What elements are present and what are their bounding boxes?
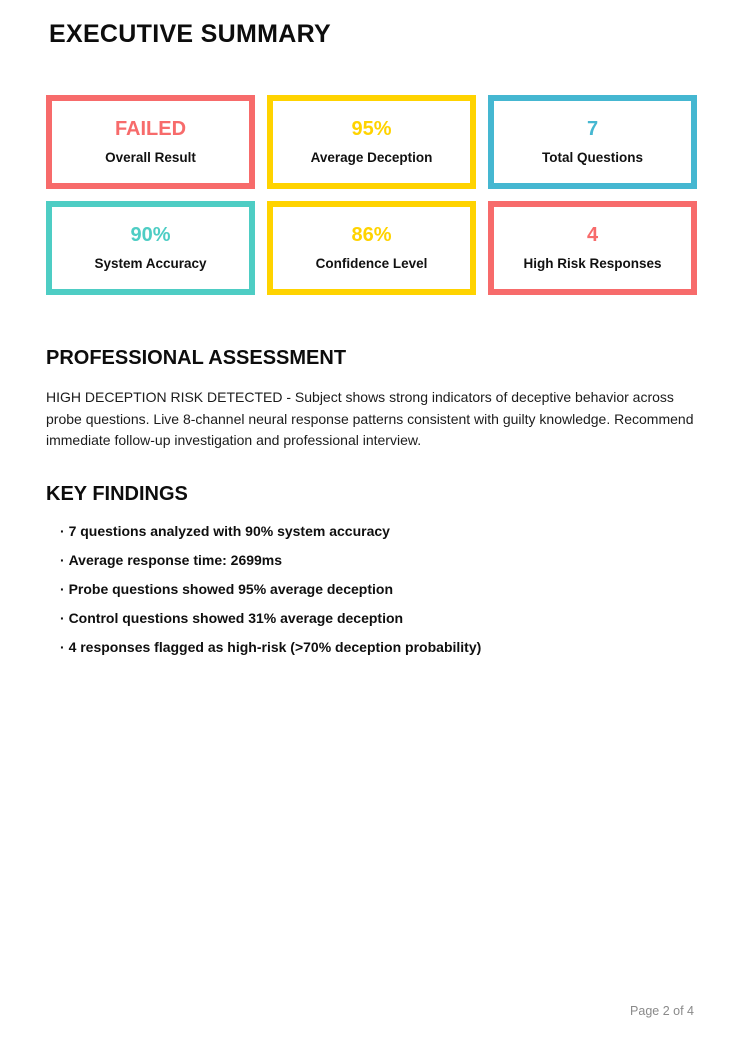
page-title: EXECUTIVE SUMMARY	[49, 20, 331, 48]
card-label: Total Questions	[541, 150, 643, 166]
key-findings-list	[46, 524, 697, 654]
summary-card	[488, 201, 697, 295]
page-number: Page 2 of 4	[630, 1004, 694, 1018]
card-label: Overall Result	[105, 150, 196, 166]
key-finding-item: · Control questions showed 31% average deception	[60, 611, 697, 625]
summary-card	[46, 95, 255, 189]
card-value: 4	[586, 224, 599, 247]
card-value: 86%	[351, 224, 392, 247]
summary-card	[267, 95, 476, 189]
key-findings-heading: KEY FINDINGS	[46, 482, 188, 505]
key-finding-item: · Probe questions showed 95% average deception	[60, 582, 697, 596]
card-label: System Accuracy	[94, 256, 207, 272]
key-finding-item: · 4 responses flagged as high-risk (>70% deception probability)	[60, 640, 697, 654]
summary-card	[488, 95, 697, 189]
key-findings-section	[46, 483, 697, 654]
professional-assessment-body: HIGH DECEPTION RISK DETECTED - Subject shows strong indicators of deceptive behavior across probe questions. Live 8-channel neural response patterns consistent with guilty knowledge. Recommend immediate follow-up investigation and professional interview.	[46, 389, 694, 448]
card-value: 95%	[351, 118, 392, 141]
key-finding-item: · Average response time: 2699ms	[60, 553, 697, 567]
card-label: Confidence Level	[315, 256, 428, 272]
professional-assessment-section	[46, 347, 697, 452]
summary-card	[267, 201, 476, 295]
professional-assessment-heading: PROFESSIONAL ASSESSMENT	[46, 347, 347, 369]
card-value: 90%	[130, 224, 171, 247]
card-label: Average Deception	[310, 150, 433, 166]
card-label: High Risk Responses	[523, 256, 662, 272]
summary-cards	[46, 95, 697, 295]
card-value: 7	[586, 118, 599, 141]
card-value: FAILED	[114, 118, 187, 141]
summary-card	[46, 201, 255, 295]
key-finding-item: · 7 questions analyzed with 90% system accuracy	[60, 524, 697, 538]
